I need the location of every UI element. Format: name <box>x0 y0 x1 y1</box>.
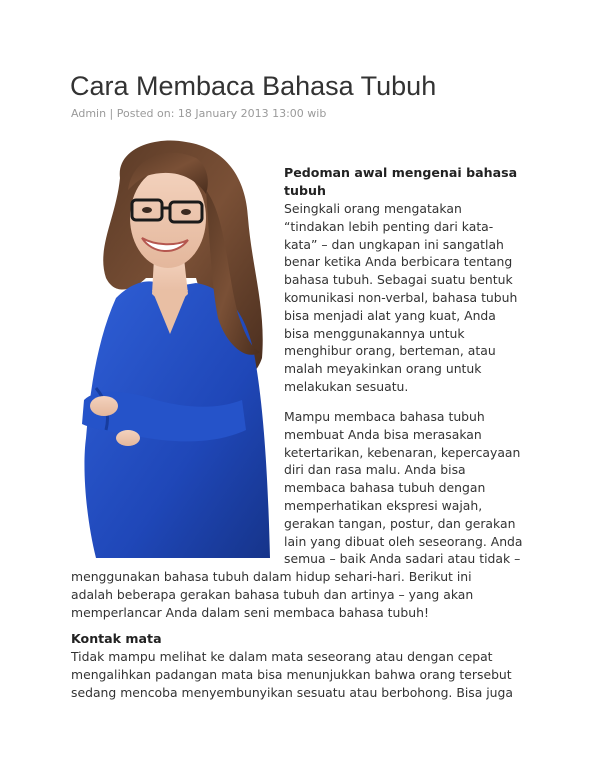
text-line: mengalihkan padangan mata bisa menunjukkan bahwa orang tersebut <box>71 666 512 682</box>
section-heading-kontak-mata: Kontak mata <box>71 631 162 646</box>
text-line: adalah beberapa gerakan bahasa tubuh dan artinya – yang akan <box>71 586 474 602</box>
text-line: Tidak mampu melihat ke dalam mata seseorang atau dengan cepat <box>71 649 493 664</box>
text-line: sedang mencoba menyembunyikan sesuatu atau berbohong. Bisa juga <box>71 684 513 700</box>
text-line: gerakan tangan, postur, dan gerakan <box>284 515 516 531</box>
text-line: memperlancar Anda dalam seni membaca bahasa tubuh! <box>71 604 429 620</box>
text-line: Mampu membaca bahasa tubuh <box>284 409 485 424</box>
paragraph-mampu-narrow <box>284 408 523 568</box>
text-line: menggunakan bahasa tubuh dalam hidup sehari-hari. Berikut ini <box>71 569 472 584</box>
text-line: semua – baik Anda sadari atau tidak – <box>284 551 521 567</box>
paragraph-mampu-wide <box>71 568 473 621</box>
text-line: menghibur orang, berteman, atau <box>284 343 496 359</box>
text-line: komunikasi non-verbal, bahasa tubuh <box>284 289 518 305</box>
text-line: ketertarikan, kebenaran, kepercayaan <box>284 444 521 460</box>
text-line: Seingkali orang mengatakan <box>284 201 462 216</box>
text-line: bisa menjadi alat yang kuat, Anda <box>284 307 496 323</box>
woman-with-glasses-photo <box>76 138 274 558</box>
text-line: melakukan sesuatu. <box>284 378 409 394</box>
heading-line: tubuh <box>284 182 326 198</box>
article-title: Cara Membaca Bahasa Tubuh <box>70 71 437 101</box>
text-line: kata” – dan ungkapan ini sangatlah <box>284 236 504 252</box>
text-line: bahasa tubuh. Sebagai suatu bentuk <box>284 272 513 288</box>
text-line: memperhatikan ekspresi wajah, <box>284 497 483 513</box>
text-line: benar ketika Anda berbicara tentang <box>284 254 513 270</box>
text-line: lain yang dibuat oleh seseorang. Anda <box>284 533 523 549</box>
text-line: “tindakan lebih penting dari kata- <box>284 218 494 234</box>
text-line: diri dan rasa malu. Anda bisa <box>284 462 466 478</box>
text-line: membaca bahasa tubuh dengan <box>284 480 486 496</box>
text-line: membuat Anda bisa merasakan <box>284 426 482 442</box>
heading-line: Pedoman awal mengenai bahasa <box>284 165 518 180</box>
paragraph-intro <box>284 200 517 396</box>
paragraph-kontak-mata <box>71 648 513 701</box>
article-meta: Admin | Posted on: 18 January 2013 13:00 wib <box>71 107 327 120</box>
section-heading-pedoman <box>284 164 517 200</box>
text-line: bisa menggunakannya untuk <box>284 325 465 341</box>
text-line: malah meyakinkan orang untuk <box>284 361 482 377</box>
